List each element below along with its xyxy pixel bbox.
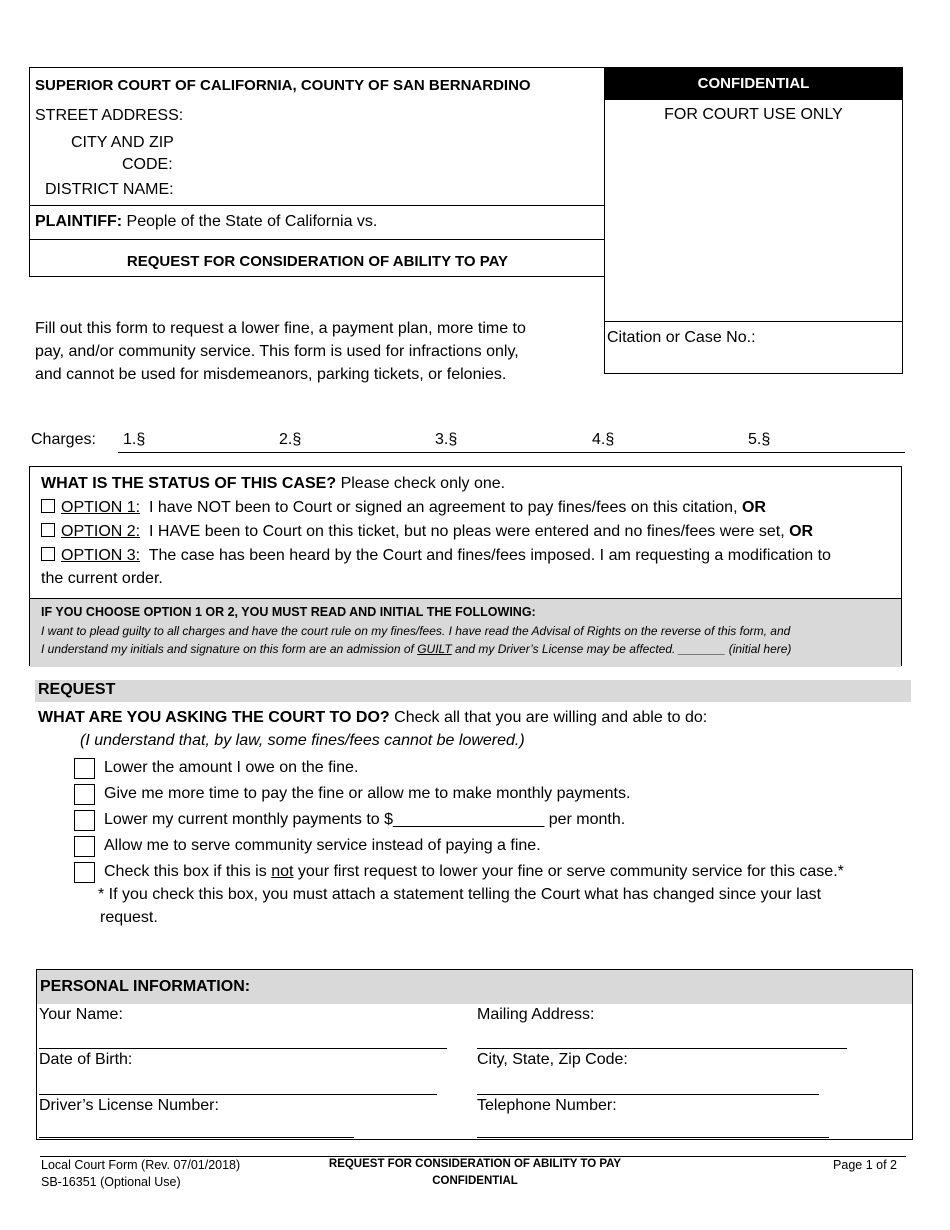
request-footnote-2: request. [100, 909, 158, 926]
dob-label: Date of Birth: [39, 1051, 133, 1068]
personal-info-box [36, 969, 913, 1140]
initial-here-field[interactable]: and my Driver’s License may be affected. _______ (initial here) [455, 642, 792, 656]
court-name: SUPERIOR COURT OF CALIFORNIA, COUNTY OF SAN BERNARDINO [35, 77, 531, 94]
footer-page-number: Page 1 of 2 [833, 1158, 897, 1172]
court-use-box [604, 67, 903, 374]
not-first-emphasis: not [271, 863, 294, 880]
charge-5[interactable]: 5.§ [748, 431, 771, 448]
city-state-zip-label: City, State, Zip Code: [477, 1051, 628, 1068]
district-name-label: DISTRICT NAME: [45, 181, 174, 198]
city-zip-label-2: CODE: [122, 156, 173, 173]
footer-form-rev: Local Court Form (Rev. 07/01/2018) [41, 1158, 241, 1172]
form-title: REQUEST FOR CONSIDERATION OF ABILITY TO PAY [126, 253, 509, 270]
request-footnote-1: * If you check this box, you must attach a statement telling the Court what has changed since your last [98, 886, 822, 903]
mailing-address-field[interactable] [477, 1048, 847, 1049]
dob-field[interactable] [39, 1094, 437, 1095]
intro-line: pay, and/or community service. This form is used for infractions only, [35, 343, 519, 360]
mailing-address-label: Mailing Address: [477, 1006, 595, 1023]
charges-underline [118, 452, 905, 453]
court-header-box [29, 67, 605, 277]
request-section-bar [35, 680, 911, 702]
checkbox-option-1[interactable] [41, 499, 55, 513]
checkbox-more-time[interactable] [74, 784, 95, 805]
divider [30, 239, 605, 240]
divider [30, 205, 605, 206]
notice-line-1: I want to plead guilty to all charges and have the court rule on my fines/fees. I have read the Advisal of Rights on the reverse of this form, and [41, 624, 791, 638]
request-option-community-service: Allow me to serve community service instead of paying a fine. [104, 837, 541, 854]
case-status-box [29, 466, 902, 666]
telephone-label: Telephone Number: [477, 1097, 617, 1114]
city-zip-label-1: CITY AND ZIP [71, 134, 174, 151]
notice-heading: IF YOU CHOOSE OPTION 1 OR 2, YOU MUST READ AND INITIAL THE FOLLOWING: [41, 605, 536, 619]
checkbox-community-service[interactable] [74, 836, 95, 857]
confidential-banner: CONFIDENTIAL [605, 68, 902, 100]
checkbox-option-3[interactable] [41, 547, 55, 561]
divider [605, 321, 902, 322]
personal-info-heading: PERSONAL INFORMATION: [40, 978, 251, 995]
request-option-lower-fine: Lower the amount I owe on the fine. [104, 759, 359, 776]
status-option-2[interactable] [41, 523, 813, 541]
street-address-label: STREET ADDRESS: [35, 107, 184, 124]
notice-guilt: GUILT [417, 642, 452, 656]
option-2-text: I HAVE been to Court on this ticket, but no pleas were entered and no fines/fees were set, [149, 523, 785, 540]
status-question-tail: Please check only one. [340, 475, 506, 492]
footer-form-number: SB-16351 (Optional Use) [41, 1175, 181, 1189]
request-option-lower-monthly[interactable]: Lower my current monthly payments to $_________________ per month. [104, 811, 626, 828]
intro-line: and cannot be used for misdemeanors, parking tickets, or felonies. [35, 366, 507, 383]
request-question-heading: WHAT ARE YOU ASKING THE COURT TO DO? [38, 709, 390, 726]
option-2-label: OPTION 2: [61, 523, 141, 540]
charge-2[interactable]: 2.§ [279, 431, 302, 448]
plaintiff-line [35, 213, 377, 231]
option-notice [30, 598, 901, 667]
charge-1[interactable]: 1.§ [123, 431, 146, 448]
option-3-continued: the current order. [41, 570, 163, 587]
your-name-label: Your Name: [39, 1006, 123, 1023]
checkbox-not-first-request[interactable] [74, 862, 95, 883]
city-state-zip-field[interactable] [477, 1094, 819, 1095]
checkbox-lower-monthly[interactable] [74, 810, 95, 831]
request-option-more-time: Give me more time to pay the fine or allow me to make monthly payments. [104, 785, 631, 802]
request-heading: REQUEST [38, 681, 116, 698]
checkbox-option-2[interactable] [41, 523, 55, 537]
option-1-text: I have NOT been to Court or signed an agreement to pay fines/fees on this citation, [149, 499, 738, 516]
notice-line-2a: I understand my initials and signature on this form are an admission of [41, 642, 414, 656]
request-question [38, 709, 707, 727]
plaintiff-value: People of the State of California vs. [126, 213, 378, 230]
your-name-field[interactable] [39, 1048, 447, 1049]
charge-3[interactable]: 3.§ [435, 431, 458, 448]
request-option-not-first [104, 863, 844, 881]
footer-rule [40, 1156, 906, 1157]
telephone-field[interactable] [477, 1137, 829, 1138]
status-question-heading: WHAT IS THE STATUS OF THIS CASE? [41, 475, 337, 492]
option-3-text: The case has been heard by the Court and fines/fees imposed. I am requesting a modification to [148, 547, 831, 564]
citation-label[interactable]: Citation or Case No.: [607, 329, 756, 346]
checkbox-lower-fine[interactable] [74, 758, 95, 779]
or-text: OR [789, 523, 814, 540]
court-use-label: FOR COURT USE ONLY [664, 106, 843, 123]
not-first-text-a: Check this box if this is [104, 863, 267, 880]
intro-line: Fill out this form to request a lower fine, a payment plan, more time to [35, 320, 526, 337]
footer-confidential: CONFIDENTIAL [432, 1175, 518, 1187]
charges-label: Charges: [31, 431, 96, 448]
not-first-text-b: your first request to lower your fine or serve community service for this case.* [297, 863, 844, 880]
status-option-1[interactable] [41, 499, 766, 517]
request-note: (I understand that, by law, some fines/fees cannot be lowered.) [80, 732, 525, 749]
status-option-3[interactable] [41, 547, 831, 565]
footer-title: REQUEST FOR CONSIDERATION OF ABILITY TO PAY [328, 1158, 622, 1170]
drivers-license-label: Driver’s License Number: [39, 1097, 219, 1114]
notice-line-2 [41, 642, 791, 656]
request-question-tail: Check all that you are willing and able to do: [394, 709, 708, 726]
intro-text [35, 317, 526, 386]
option-3-label: OPTION 3: [61, 547, 141, 564]
or-text: OR [741, 499, 766, 516]
charge-4[interactable]: 4.§ [592, 431, 615, 448]
status-question [41, 475, 505, 493]
plaintiff-label: PLAINTIFF: [35, 213, 123, 230]
drivers-license-field[interactable] [39, 1137, 354, 1138]
option-1-label: OPTION 1: [61, 499, 141, 516]
